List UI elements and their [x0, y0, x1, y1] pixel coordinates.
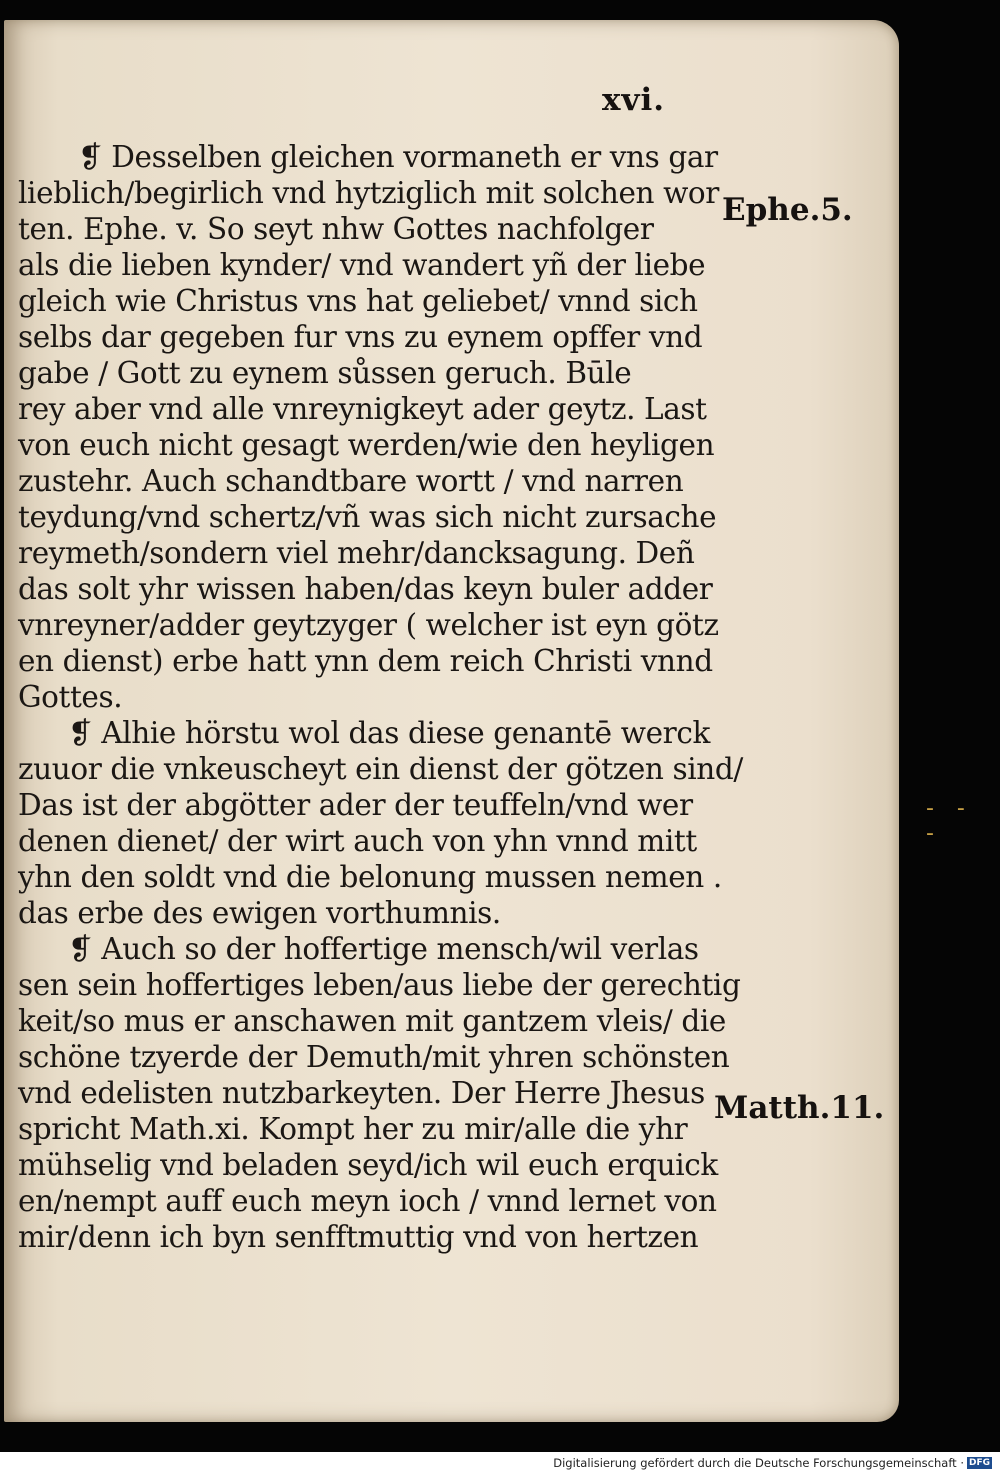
text-line: ❡ Alhie hörstu wol das diese genantē werck	[68, 716, 710, 750]
text-line: vnd edelisten nutzbarkeyten. Der Herre Jhesus	[18, 1076, 705, 1110]
dfg-logo: DFG	[968, 1458, 990, 1468]
text-line: spricht Math.xi. Kompt her zu mir/alle die yhr	[18, 1112, 688, 1146]
text-line: en dienst) erbe hatt ynn dem reich Christi vnnd	[18, 644, 713, 678]
text-line: denen dienet/ der wirt auch von yhn vnnd mitt	[18, 824, 697, 858]
text-line: mir/denn ich byn senfftmuttig vnd von hertzen	[18, 1220, 699, 1254]
text-line: yhn den soldt vnd die belonung mussen nemen .	[18, 860, 722, 894]
text-line: ❡ Auch so der hoffertige mensch/wil verlas	[68, 932, 699, 966]
funding-credit: Digitalisierung gefördert durch die Deutsche Forschungsgemeinschaft ·	[553, 1456, 964, 1470]
text-line: schöne tzyerde der Demuth/mit yhren schönsten	[18, 1040, 730, 1074]
text-line: selbs dar gegeben fur vns zu eynem opffer vnd	[18, 320, 703, 354]
margin-note-ephesians: Ephe.5.	[722, 192, 853, 228]
text-line: sen sein hoffertiges leben/aus liebe der gerechtig	[18, 968, 741, 1002]
page-number: xvi.	[602, 82, 666, 118]
text-line: teydung/vnd schertz/vñ was sich nicht zursache	[18, 500, 717, 534]
text-line: rey aber vnd alle vnreynigkeyt ader geytz. Last	[18, 392, 707, 426]
text-line: ten. Ephe. v. So seyt nhw Gottes nachfolger	[18, 212, 654, 246]
text-line: gabe / Gott zu eynem sůssen geruch. Būle	[18, 356, 632, 390]
text-line: lieblich/begirlich vnd hytziglich mit solchen wor	[18, 176, 719, 210]
text-line: das solt yhr wissen haben/das keyn buler adder	[18, 572, 713, 606]
book-page	[4, 20, 899, 1422]
text-line: ❡ Desselben gleichen vormaneth er vns gar	[78, 140, 718, 174]
text-line: Gottes.	[18, 680, 123, 714]
footer-bar	[0, 1452, 1000, 1474]
text-line: en/nempt auff euch meyn ioch / vnnd lernet von	[18, 1184, 717, 1218]
edge-mark: ‐ ‐ ‐	[926, 796, 973, 846]
text-line: vnreyner/adder geytzyger ( welcher ist eyn götz	[18, 608, 719, 642]
text-line: Das ist der abgötter ader der teuffeln/vnd wer	[18, 788, 693, 822]
text-line: mühselig vnd beladen seyd/ich wil euch erquick	[18, 1148, 718, 1182]
text-line: zuuor die vnkeuscheyt ein dienst der götzen sind/	[18, 752, 743, 786]
text-line: keit/so mus er anschawen mit gantzem vleis/ die	[18, 1004, 726, 1038]
text-line: von euch nicht gesagt werden/wie den heyligen	[18, 428, 715, 462]
text-line: zustehr. Auch schandtbare wortt / vnd narren	[18, 464, 684, 498]
margin-note-matthew: Matth.11.	[714, 1090, 885, 1126]
text-line: reymeth/sondern viel mehr/dancksagung. Deñ	[18, 536, 695, 570]
text-line: gleich wie Christus vns hat geliebet/ vnnd sich	[18, 284, 698, 318]
text-line: das erbe des ewigen vorthumnis.	[18, 896, 501, 930]
text-line: als die lieben kynder/ vnd wandert yñ der liebe	[18, 248, 706, 282]
